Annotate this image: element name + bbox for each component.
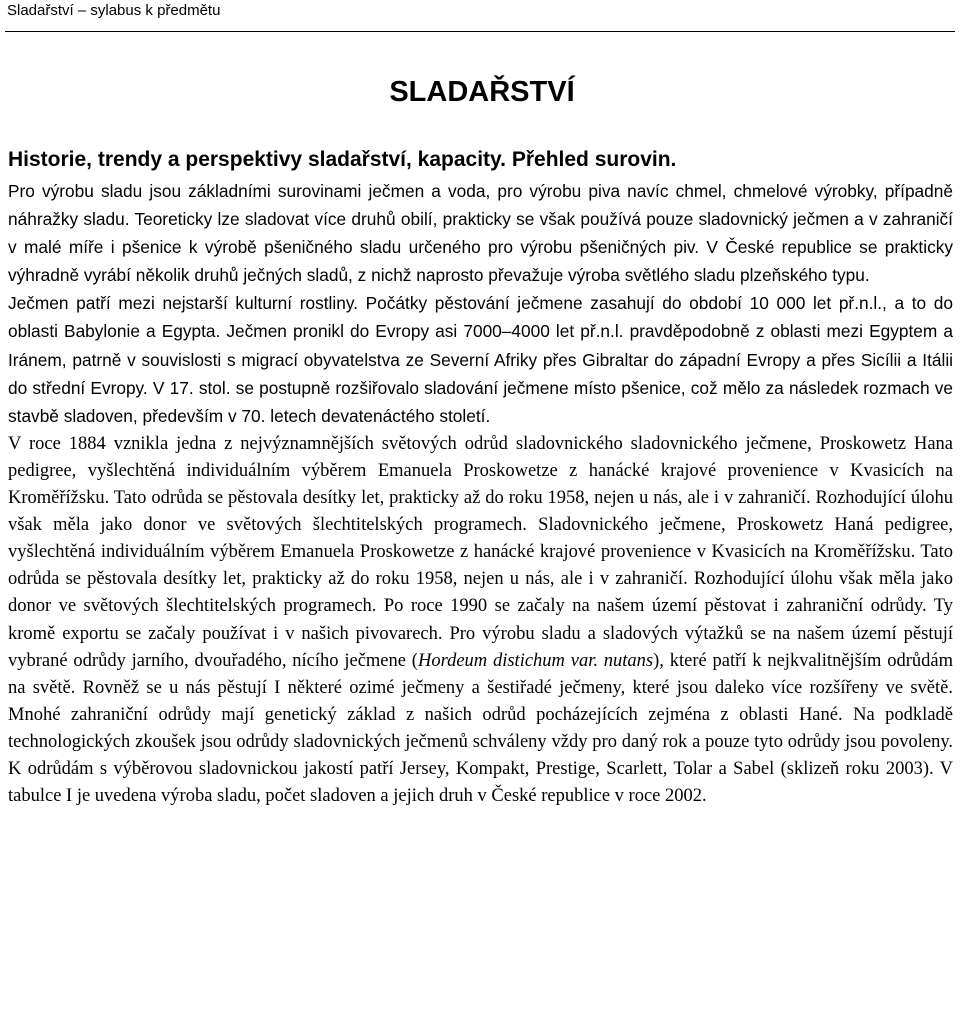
paragraph-varieties [8,431,953,810]
paragraph-varieties-part1: V roce 1884 vznikla jedna z nejvýznamnějších světových odrůd sladovnického sladovnického ječmene, Proskowetz Hana pedigree, vyšlechtěná individuálním výběrem Emanuela Proskowetze z hanácké krajové provenience v Kvasicích na Kroměřížsku. Tato odrůda se pěstovala desítky let, prakticky až do roku 1958, nejen u nás, ale i v zahraničí. Rozhodující úlohu však měla jako donor ve světových šlechtitelských programech. Sladovnického ječmene, Proskowetz Haná pedigree, vyšlechtěná individuálním výběrem Emanuela Proskowetze z hanácké krajové provenience v Kvasicích na Kroměřížsku. Tato odrůda se pěstovala desítky let, prakticky až do roku 1958, nejen u nás, ale i v zahraničí. Rozhodující úlohu však měla jako donor ve světových šlechtitelských programech. Po roce 1990 se začaly na našem území pěstovat i zahraniční odrůdy. Ty kromě exportu se začaly používat i v našich pivovarech. Pro výrobu sladu a sladových výtažků se na našem území pěstují vybrané odrůdy jarního, dvouřadého, nícího ječmene ( [8,433,953,671]
section-heading: Historie, trendy a perspektivy sladařství, kapacity. Přehled surovin. [8,148,677,171]
paragraph-barley-history-part1: Ječmen patří mezi nejstarší kulturní rostliny. Počátky pěstování ječmene zasahují do období 10 000 let př.n.l., a to do oblasti Babylonie a Egypta. Ječmen pronikl do Evropy asi 7000–4000 let př.n.l. pravděpodobně z oblasti mezi Egyptem a Iránem, patrně v souvislosti s migrací obyvatelstva ze Severní Afriky přes Gibraltar do západní Evropy a přes Sicílii a Itálii do střední Evropy. V 17. stol. [8,293,953,398]
body-text [8,178,953,810]
document-title: SLADAŘSTVÍ [389,76,575,108]
paragraph-barley-history [8,290,953,430]
running-header: Sladařství – sylabus k předmětu [7,2,221,19]
paragraph-varieties-part2: ), které patří k nejkvalitnějším odrůdám na světě. Rovněž se u nás pěstují I některé ozimé ječmeny a šestiřadé ječmeny, které jsou daleko více rozšířeny ve světě. Mnohé zahraniční odrůdy mají genetický základ z našich odrůd pocházejících zejména z oblasti Hané. Na podkladě technologických zkoušek jsou odrůdy sladovnických ječmenů schváleny vždy pro daný rok a pouze tyto odrůdy jsou povoleny. K odrůdám s výběrovou sladovnickou jakostí patří Jersey, Kompakt, Prestige, Scarlett, Tolar a Sabel (sklizeň roku 2003). V tabulce I je uvedena výroba sladu, počet sladoven a jejich druh v České republice v roce 2002. [8,650,953,807]
paragraph-barley-history-part2: se postupně rozšiřovalo sladování ječmene místo pšenice, což mělo za následek rozmach ve stavbě sladoven, především v 70. letech devatenáctého století. [8,377,953,426]
paragraph-raw-materials-rest: Teoreticky lze sladovat více druhů obilí, prakticky se však používá pouze sladovnický ječmen a v zahraničí v malé míře i pšenice k výrobě pšeničného sladu určeného pro výrobu pšeničných piv. V České republice se prakticky výhradně vyrábí několik druhů ječných sladů, z nichž naprosto převažuje výroba světlého sladu plzeňského typu. [8,209,953,286]
paragraph-raw-materials-intro: Pro výrobu sladu jsou základními surovinami ječmen a voda, pro výrobu piva navíc chmel, chmelové výrobky, případně náhražky sladu. [8,181,953,230]
latin-name: Hordeum distichum var. nutans [417,650,654,671]
paragraph-raw-materials [8,178,953,290]
header-divider [5,31,955,32]
